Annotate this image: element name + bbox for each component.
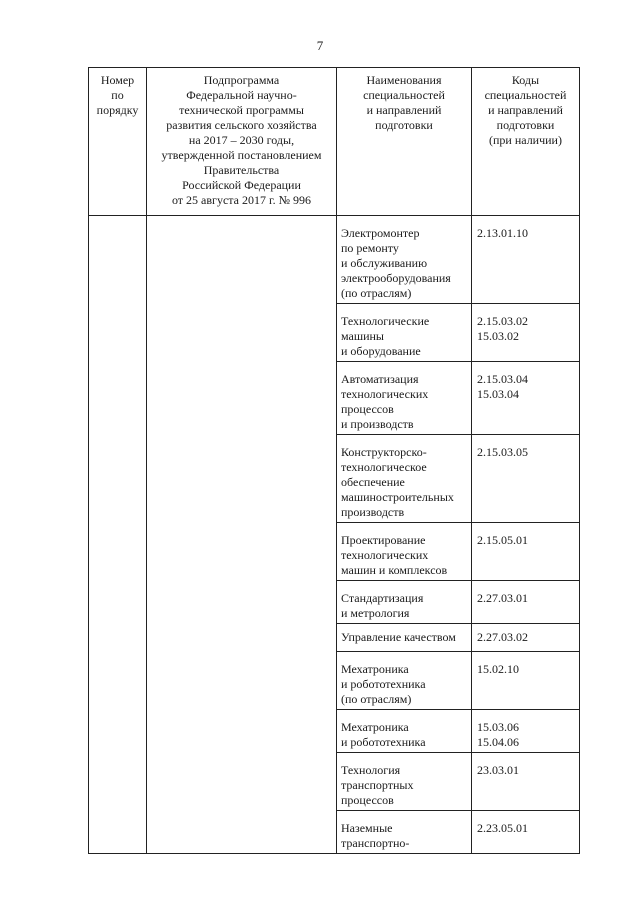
specialty-code: 2.15.03.04 15.03.04 [477,372,528,401]
specialty-name: Наземные транспортно- [341,821,410,850]
specialty-name: Мехатроника и робототехника (по отраслям) [341,662,426,706]
specialty-name-cell [337,624,472,652]
header-number-label: Номер по порядку [96,73,139,117]
header-specialty-code-label: Коды специальностей и направлений подготовки (при наличии) [484,73,567,147]
specialty-name: Стандартизация и метрология [341,591,424,620]
specialty-code-cell [472,304,580,362]
specialty-code: 2.27.03.01 [477,591,528,605]
subprogram-cell [147,216,337,854]
specialty-name-cell [337,523,472,581]
header-specialty-name-label: Наименования специальностей и направлений подготовки [363,73,445,132]
specialty-code: 23.03.01 [477,763,519,777]
specialty-code-cell [472,581,580,624]
specialty-name: Проектирование технологических машин и комплексов [341,533,448,577]
header-specialty-name [337,68,472,216]
specialty-name-cell [337,811,472,854]
specialty-code-cell [472,652,580,710]
specialty-code-cell [472,624,580,652]
header-specialty-code [472,68,580,216]
specialty-name-cell [337,710,472,753]
specialty-code-cell [472,710,580,753]
specialty-name-cell [337,304,472,362]
specialty-code: 2.15.03.02 15.03.02 [477,314,528,343]
specialty-code-cell [472,811,580,854]
page-number: 7 [316,38,324,53]
specialty-code: 15.02.10 [477,662,519,676]
specialty-code: 2.15.03.05 [477,445,528,459]
specialty-name-cell [337,216,472,304]
specialty-name-cell [337,581,472,624]
specialty-code-cell [472,362,580,435]
specialty-name: Управление качеством [341,630,456,644]
table-row [89,216,580,304]
specialty-code-cell [472,753,580,811]
specialties-table [88,67,580,854]
table-header-row [89,68,580,216]
specialty-name-cell [337,435,472,523]
specialty-code: 2.15.05.01 [477,533,528,547]
header-subprogram [147,68,337,216]
specialty-name: Мехатроника и робототехника [341,720,426,749]
specialty-code-cell [472,435,580,523]
header-subprogram-label: Подпрограмма Федеральной научно- технической программы развития сельского хозяйства на 2017 – 2030 годы, утвержденной постановлением Правительства Российской Федерации от 25 августа 2017 г. № 996 [161,73,322,207]
specialty-code: 15.03.06 15.04.06 [477,720,519,749]
specialty-code: 2.13.01.10 [477,226,528,240]
specialty-name-cell [337,362,472,435]
number-cell [89,216,147,854]
specialty-code: 2.27.03.02 [477,630,528,644]
header-number [89,68,147,216]
specialty-name: Автоматизация технологических процессов и производств [341,372,429,431]
specialty-name-cell [337,652,472,710]
specialty-name: Электромонтер по ремонту и обслуживанию электрооборудования (по отраслям) [341,226,451,300]
specialty-code-cell [472,523,580,581]
specialty-code-cell [472,216,580,304]
specialty-name: Технология транспортных процессов [341,763,414,807]
specialty-name: Конструкторско- технологическое обеспечение машиностроительных производств [341,445,454,519]
specialty-name: Технологические машины и оборудование [341,314,430,358]
specialty-name-cell [337,753,472,811]
specialty-code: 2.23.05.01 [477,821,528,835]
